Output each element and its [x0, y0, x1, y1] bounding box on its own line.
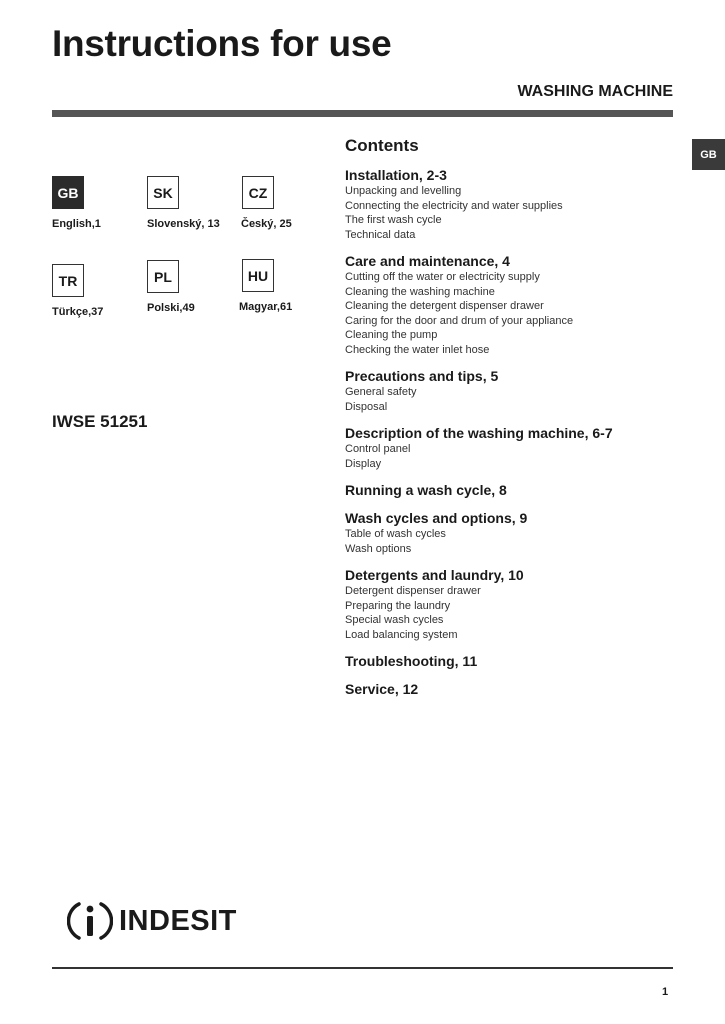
- contents-subitem[interactable]: Preparing the laundry: [345, 599, 451, 612]
- contents-subitem[interactable]: Table of wash cycles: [345, 528, 446, 540]
- model-number: IWSE 51251: [52, 412, 148, 431]
- language-code-box: SK: [147, 176, 179, 209]
- contents-section: [345, 424, 675, 471]
- contents-section: [345, 509, 675, 556]
- language-code-box: TR: [52, 264, 84, 297]
- contents-section-title[interactable]: Care and maintenance, 4: [345, 253, 510, 269]
- contents-sections: [345, 166, 675, 698]
- contents-section-title[interactable]: Service, 12: [345, 681, 419, 697]
- contents-subitem[interactable]: General safety: [345, 386, 417, 398]
- page-number: 1: [662, 986, 669, 998]
- language-code-box: PL: [147, 260, 179, 293]
- product-type: WASHING MACHINE: [517, 83, 673, 100]
- contents-subitem[interactable]: Connecting the electricity and water supplies: [345, 199, 563, 212]
- contents-subitem[interactable]: Control panel: [345, 443, 411, 455]
- language-entry-pl[interactable]: [147, 260, 247, 314]
- contents-subitem[interactable]: Display: [345, 457, 382, 470]
- contents-section: [345, 166, 675, 242]
- language-entry-tr[interactable]: [52, 264, 152, 318]
- language-code-box: CZ: [242, 176, 274, 209]
- table-of-contents: [345, 136, 675, 708]
- contents-section-title[interactable]: Detergents and laundry, 10: [345, 567, 524, 583]
- contents-subitem[interactable]: Cleaning the detergent dispenser drawer: [345, 300, 544, 312]
- language-code-box: GB: [52, 176, 84, 209]
- contents-subitem[interactable]: Cleaning the pump: [345, 329, 438, 341]
- contents-section-title[interactable]: Installation, 2-3: [345, 167, 447, 183]
- contents-subitem[interactable]: Cutting off the water or electricity supply: [345, 271, 540, 283]
- contents-section-title[interactable]: Running a wash cycle, 8: [345, 482, 507, 498]
- contents-section: [345, 652, 675, 670]
- contents-subitem[interactable]: Detergent dispenser drawer: [345, 585, 481, 597]
- contents-subitem[interactable]: Caring for the door and drum of your appliance: [345, 314, 574, 327]
- language-code-box: HU: [242, 259, 274, 292]
- language-entry-sk[interactable]: [147, 176, 247, 230]
- contents-section-title[interactable]: Troubleshooting, 11: [345, 653, 478, 669]
- contents-heading: Contents: [345, 136, 419, 155]
- language-label: Slovenský, 13: [147, 218, 220, 230]
- contents-section: [345, 481, 675, 499]
- contents-subitem[interactable]: Load balancing system: [345, 628, 458, 641]
- language-entry-hu[interactable]: [239, 259, 342, 313]
- language-label: Polski,49: [147, 302, 195, 314]
- contents-subitem[interactable]: Unpacking and levelling: [345, 185, 462, 197]
- contents-subitem[interactable]: Wash options: [345, 542, 412, 555]
- contents-subitem[interactable]: Cleaning the washing machine: [345, 285, 495, 298]
- contents-section: [345, 252, 675, 357]
- footer-divider: [52, 967, 673, 969]
- contents-section-title[interactable]: Precautions and tips, 5: [345, 368, 499, 384]
- language-entry-gb[interactable]: [52, 176, 152, 230]
- contents-subitem[interactable]: Technical data: [345, 228, 416, 241]
- contents-section: [345, 680, 675, 698]
- language-entry-cz[interactable]: [242, 176, 342, 230]
- contents-subitem[interactable]: Checking the water inlet hose: [345, 343, 490, 356]
- contents-section-title[interactable]: Description of the washing machine, 6-7: [345, 425, 613, 441]
- indesit-logo-icon: [67, 898, 113, 944]
- language-side-tab: GB: [692, 139, 725, 170]
- contents-section: [345, 566, 675, 642]
- contents-section: [345, 367, 675, 414]
- brand-logo: [67, 898, 237, 944]
- contents-subitem[interactable]: Disposal: [345, 400, 388, 413]
- header-divider: [52, 110, 673, 117]
- page-title: Instructions for use: [52, 23, 392, 64]
- contents-subitem[interactable]: The first wash cycle: [345, 214, 442, 226]
- language-label: English,1: [52, 218, 101, 230]
- contents-subitem[interactable]: Special wash cycles: [345, 614, 444, 626]
- language-label: Türkçe,37: [52, 306, 104, 318]
- language-label: Český, 25: [241, 218, 292, 230]
- contents-section-title[interactable]: Wash cycles and options, 9: [345, 510, 528, 526]
- language-label: Magyar,61: [239, 301, 293, 313]
- brand-name: INDESIT: [119, 904, 237, 937]
